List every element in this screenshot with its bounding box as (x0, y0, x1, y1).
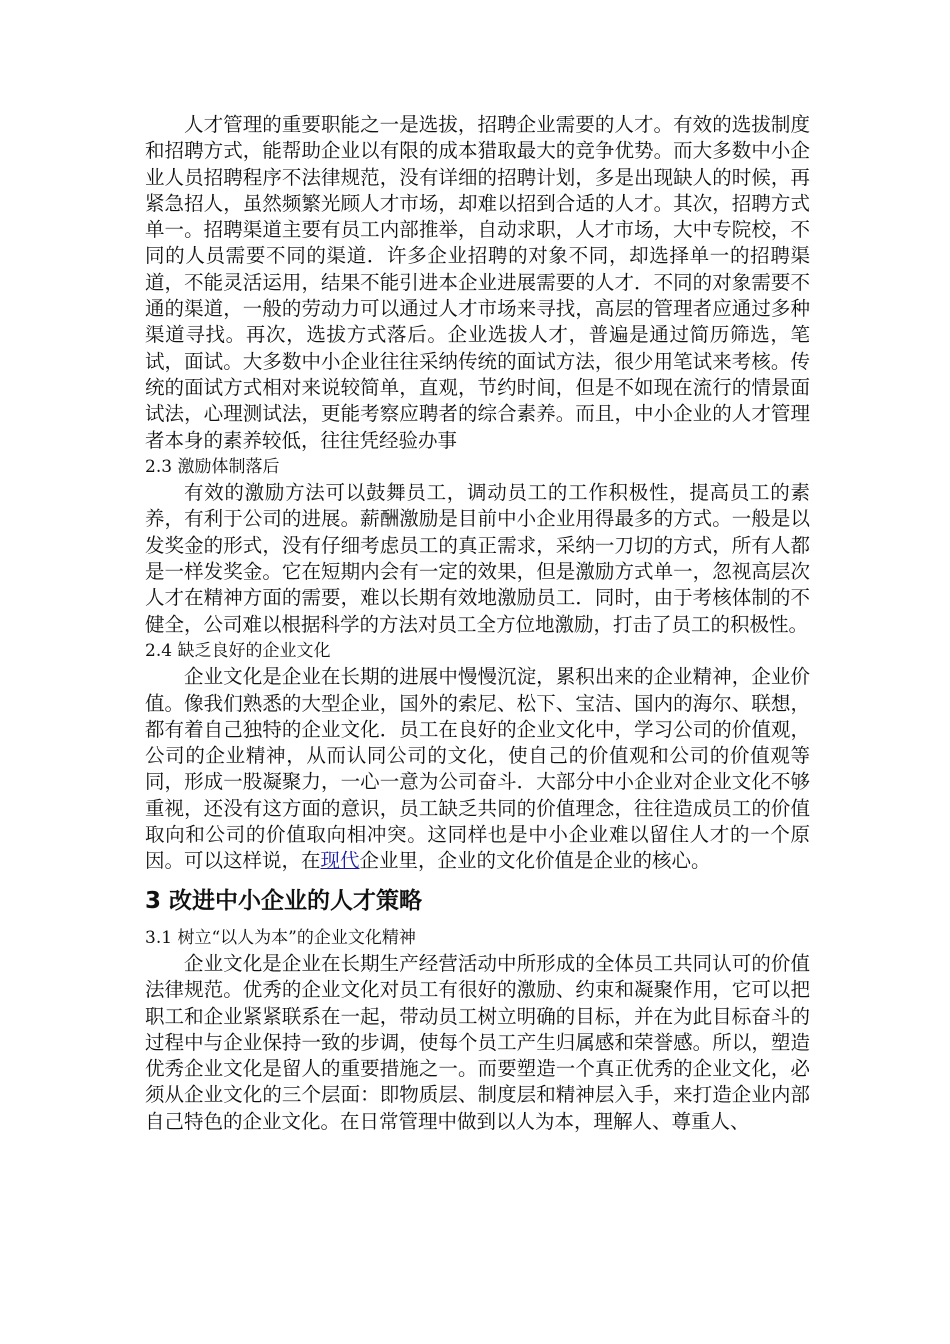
paragraph-text-after-link: 企业里，企业的文化价值是企业的核心。 (359, 849, 711, 873)
subheading-2-4: 2.4 缺乏良好的企业文化 (145, 640, 331, 661)
paragraph-corporate-culture (145, 664, 810, 874)
modern-link[interactable]: 现代 (320, 849, 360, 873)
paragraph-incentive-system: 有效的激励方法可以鼓舞员工，调动员工的工作积极性，提高员工的素养，有利于公司的进展。薪酬激励是目前中小企业用得最多的方式。一般是以发奖金的形式，没有仔细考虑员工的真正需求，采纳一刀切的方式，所有人都是一样发奖金。它在短期内会有一定的效果，但是激励方式单一，忽视高层次人才在精神方面的需要，难以长期有效地激励员工．同时，由于考核体制的不健全，公司难以根据科学的方法对员工全方位地激励，打击了员工的积极性。 (145, 481, 810, 636)
document-page (145, 112, 810, 1135)
paragraph-people-oriented-culture: 企业文化是企业在长期生产经营活动中所形成的全体员工共同认可的价值法律规范。优秀的企业文化对员工有很好的激励、约束和凝聚作用，它可以把职工和企业紧紧联系在一起，带动员工树立明确的目标，并在为此目标奋斗的过程中与企业保持一致的步调，使每个员工产生归属感和荣誉感。所以，塑造优秀企业文化是留人的重要措施之一。而要塑造一个真正优秀的企业文化，必须从企业文化的三个层面：即物质层、制度层和精神层入手，来打造企业内部自己特色的企业文化。在日常管理中做到以人为本，理解人、尊重人、 (145, 951, 810, 1133)
subheading-3-1: 3.1 树立“以人为本”的企业文化精神 (145, 927, 416, 948)
paragraph-text-before-link: 企业文化是企业在长期的进展中慢慢沉淀，累积出来的企业精神，企业价值。像我们熟悉的大型企业，国外的索尼、松下、宝洁、国内的海尔、联想，都有着自己独特的企业文化．员工在良好的企业文化中，学习公司的价值观，公司的企业精神，从而认同公司的文化，使自己的价值观和公司的价值观等同，形成一股凝聚力，一心一意为公司奋斗．大部分中小企业对企业文化不够重视，还没有这方面的意识，员工缺乏共同的价值理念，往往造成员工的价值取向和公司的价值取向相冲突。这同样也是中小企业难以留住人才的一个原因。可以这样说，在 (145, 665, 810, 873)
subheading-2-3: 2.3 激励体制落后 (145, 456, 280, 477)
section-heading-3: 3 改进中小企业的人才策略 (145, 887, 423, 914)
paragraph-talent-selection: 人才管理的重要职能之一是选拔，招聘企业需要的人才。有效的选拔制度和招聘方式，能帮助企业以有限的成本猎取最大的竞争优势。而大多数中小企业人员招聘程序不法律规范，没有详细的招聘计划，多是出现缺人的时候，再紧急招人，虽然频繁光顾人才市场，却难以招到合适的人才。其次，招聘方式单一。招聘渠道主要有员工内部推举，自动求职，人才市场，大中专院校，不同的人员需要不同的渠道．许多企业招聘的对象不同，却选择单一的招聘渠道，不能灵活运用，结果不能引进本企业进展需要的人才．不同的对象需要不通的渠道，一般的劳动力可以通过人才市场来寻找，高层的管理者应通过多种渠道寻找。再次，选拔方式落后。企业选拔人才，普遍是通过简历筛选，笔试，面试。大多数中小企业往往采纳传统的面试方法，很少用笔试来考核。传统的面试方式相对来说较简单，直观，节约时间，但是不如现在流行的情景面试法，心理测试法，更能考察应聘者的综合素养。而且，中小企业的人才管理者本身的素养较低，往往凭经验办事 (145, 113, 810, 452)
